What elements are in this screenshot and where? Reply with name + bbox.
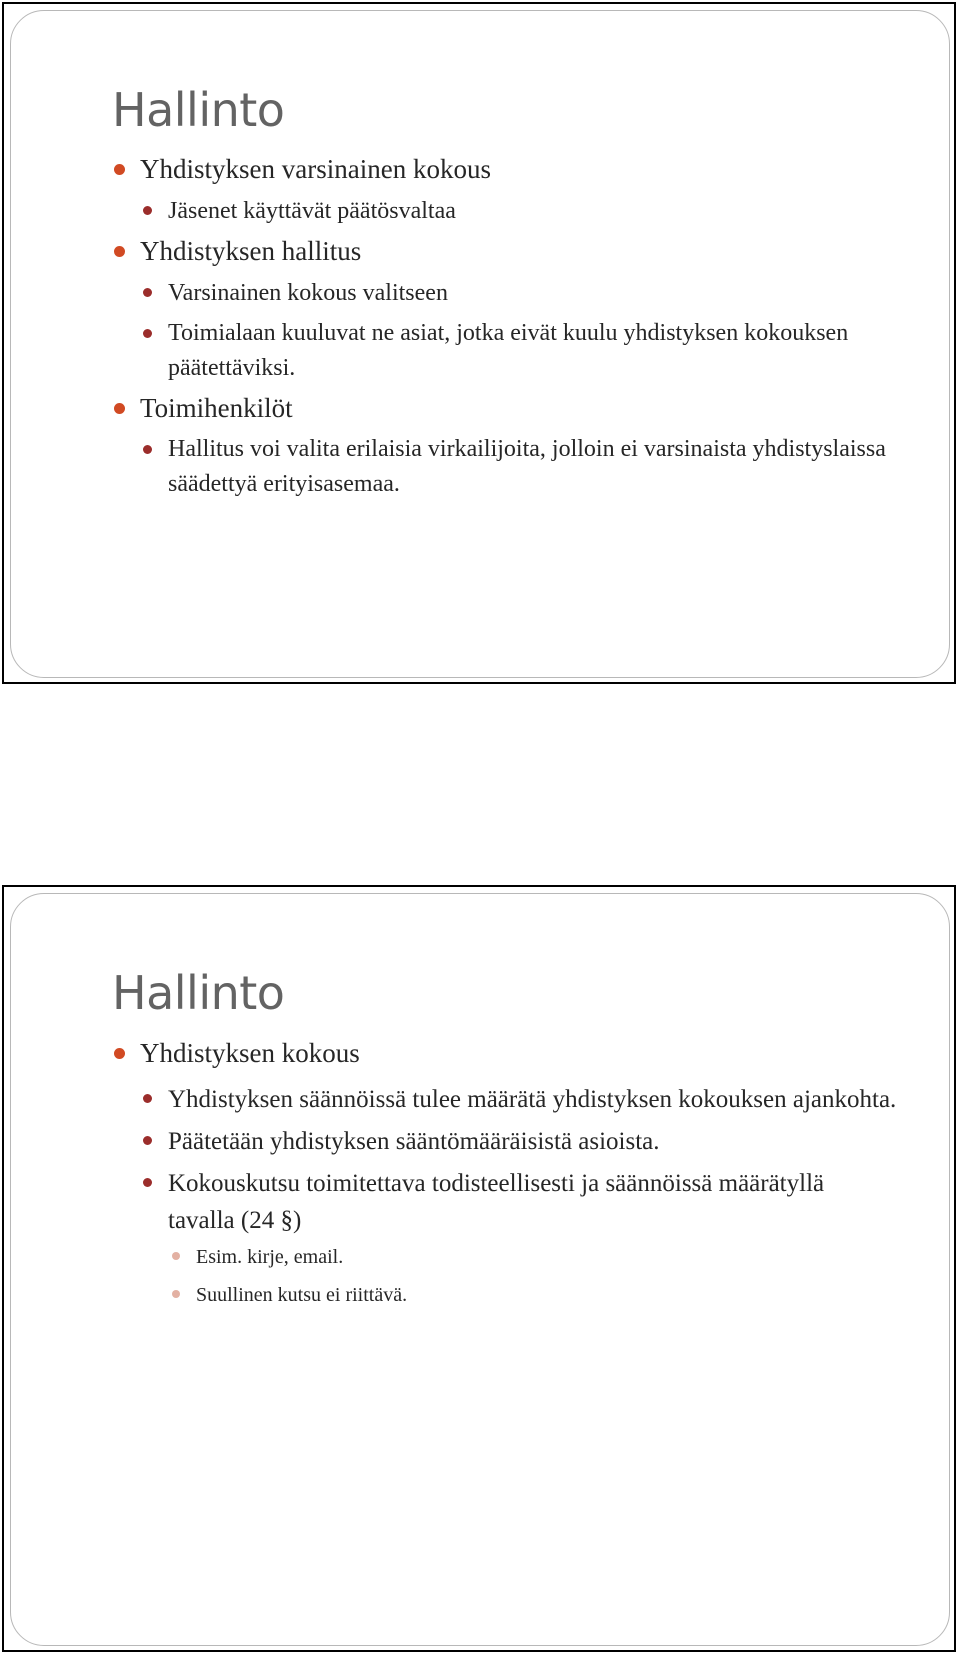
slide-1 [2, 2, 956, 684]
bullet-dot-icon [172, 1290, 180, 1298]
slide-title: Hallinto [112, 83, 285, 137]
slide-2 [2, 885, 956, 1652]
bullet-dot-icon [114, 403, 125, 414]
bullet-text: Varsinainen kokous valitseen [168, 280, 448, 306]
bullet-dot-icon [143, 1136, 152, 1145]
bullet-dot-icon [114, 246, 125, 257]
bullet-text: Yhdistyksen varsinainen kokous [140, 154, 491, 184]
bullet-text: Yhdistyksen kokous [140, 1038, 360, 1068]
slide-title: Hallinto [112, 966, 285, 1020]
bullet-level1 [112, 152, 912, 186]
bullet-level2 [112, 275, 912, 311]
bullet-dot-icon [114, 164, 125, 175]
bullet-dot-icon [143, 1178, 152, 1187]
bullet-level3 [112, 1282, 912, 1308]
bullet-list [112, 152, 912, 507]
bullet-level1 [112, 1036, 912, 1070]
bullet-level2 [112, 432, 888, 502]
bullet-dot-icon [114, 1048, 125, 1059]
bullet-text: Päätetään yhdistyksen sääntömääräisistä asioista. [168, 1128, 660, 1155]
bullet-dot-icon [143, 445, 152, 454]
bullet-level2 [112, 1123, 912, 1160]
bullet-dot-icon [143, 206, 152, 215]
bullet-text: Yhdistyksen hallitus [140, 236, 362, 266]
bullet-text: Hallitus voi valita erilaisia virkailijoita, jolloin ei varsinaista yhdistyslaissa säädettyä erityisasemaa. [168, 436, 886, 497]
bullet-text: Yhdistyksen säännöissä tulee määrätä yhdistyksen kokouksen ajankohta. [168, 1086, 897, 1113]
bullet-list [112, 1036, 912, 1320]
bullet-text: Kokouskutsu toimitettava todisteellisesti ja säännöissä määrätyllä tavalla (24 §) [168, 1170, 825, 1234]
bullet-dot-icon [143, 329, 152, 338]
bullet-text: Toimialaan kuuluvat ne asiat, jotka eivät kuulu yhdistyksen kokouksen päätettäviksi. [168, 320, 849, 381]
bullet-level2 [112, 193, 912, 229]
bullet-level1 [112, 234, 912, 268]
bullet-level2 [112, 316, 888, 386]
bullet-text: Jäsenet käyttävät päätösvaltaa [168, 198, 456, 224]
bullet-level2 [112, 1165, 868, 1239]
bullet-text: Esim. kirje, email. [196, 1246, 344, 1268]
bullet-dot-icon [172, 1252, 180, 1260]
bullet-level3 [112, 1244, 912, 1270]
bullet-dot-icon [143, 1094, 152, 1103]
bullet-text: Toimihenkilöt [140, 393, 293, 423]
bullet-level2 [112, 1081, 908, 1118]
bullet-level1 [112, 391, 912, 425]
bullet-text: Suullinen kutsu ei riittävä. [196, 1284, 408, 1306]
bullet-dot-icon [143, 288, 152, 297]
